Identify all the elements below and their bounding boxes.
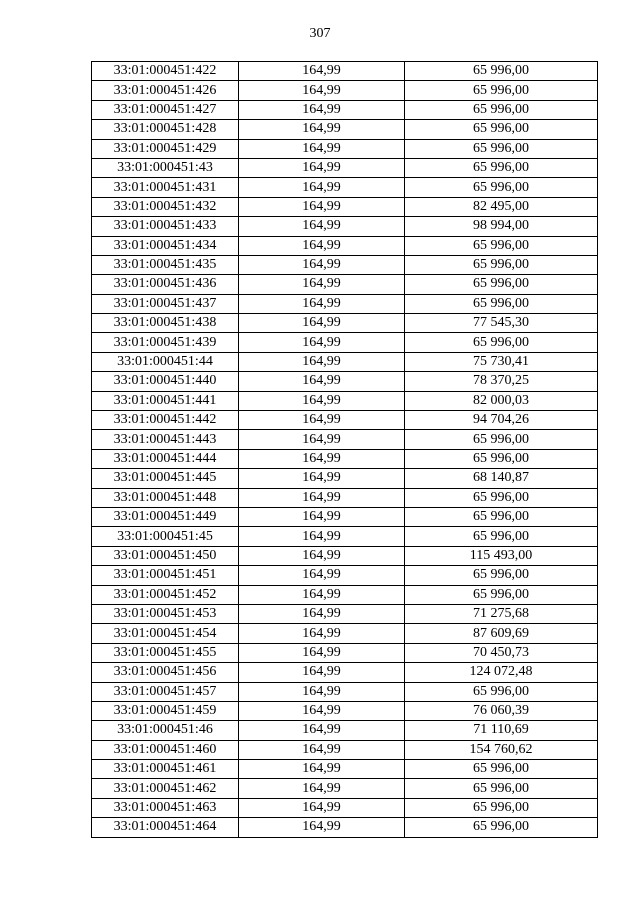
area-cell: 164,99 — [239, 818, 405, 837]
area-cell: 164,99 — [239, 197, 405, 216]
value-cell: 65 996,00 — [405, 430, 598, 449]
value-cell: 65 996,00 — [405, 682, 598, 701]
table-row — [92, 120, 598, 139]
value-cell: 65 996,00 — [405, 255, 598, 274]
value-cell: 65 996,00 — [405, 527, 598, 546]
cadastral-number-cell: 33:01:000451:451 — [92, 566, 239, 585]
value-cell: 65 996,00 — [405, 275, 598, 294]
table-row — [92, 566, 598, 585]
table-row — [92, 81, 598, 100]
value-cell: 65 996,00 — [405, 585, 598, 604]
table-row — [92, 372, 598, 391]
cadastral-number-cell: 33:01:000451:439 — [92, 333, 239, 352]
value-cell: 70 450,73 — [405, 643, 598, 662]
value-cell: 65 996,00 — [405, 158, 598, 177]
value-cell: 98 994,00 — [405, 217, 598, 236]
area-cell: 164,99 — [239, 255, 405, 274]
cadastral-number-cell: 33:01:000451:454 — [92, 624, 239, 643]
value-cell: 71 110,69 — [405, 721, 598, 740]
table-row — [92, 721, 598, 740]
area-cell: 164,99 — [239, 81, 405, 100]
cadastral-number-cell: 33:01:000451:44 — [92, 352, 239, 371]
value-cell: 65 996,00 — [405, 798, 598, 817]
area-cell: 164,99 — [239, 721, 405, 740]
cadastral-number-cell: 33:01:000451:455 — [92, 643, 239, 662]
cadastral-number-cell: 33:01:000451:452 — [92, 585, 239, 604]
value-cell: 65 996,00 — [405, 100, 598, 119]
area-cell: 164,99 — [239, 411, 405, 430]
area-cell: 164,99 — [239, 391, 405, 410]
area-cell: 164,99 — [239, 527, 405, 546]
table-row — [92, 275, 598, 294]
cadastral-number-cell: 33:01:000451:456 — [92, 663, 239, 682]
table-row — [92, 352, 598, 371]
area-cell: 164,99 — [239, 372, 405, 391]
value-cell: 82 495,00 — [405, 197, 598, 216]
area-cell: 164,99 — [239, 333, 405, 352]
table-body — [92, 62, 598, 838]
value-cell: 82 000,03 — [405, 391, 598, 410]
page-number: 307 — [309, 26, 331, 41]
table-row — [92, 411, 598, 430]
cadastral-number-cell: 33:01:000451:445 — [92, 469, 239, 488]
area-cell: 164,99 — [239, 352, 405, 371]
cadastral-number-cell: 33:01:000451:444 — [92, 449, 239, 468]
table-row — [92, 779, 598, 798]
table-row — [92, 139, 598, 158]
area-cell: 164,99 — [239, 294, 405, 313]
cadastral-number-cell: 33:01:000451:43 — [92, 158, 239, 177]
cadastral-number-cell: 33:01:000451:462 — [92, 779, 239, 798]
table-row — [92, 701, 598, 720]
area-cell: 164,99 — [239, 566, 405, 585]
table-row — [92, 682, 598, 701]
area-cell: 164,99 — [239, 430, 405, 449]
table-row — [92, 507, 598, 526]
cadastral-number-cell: 33:01:000451:441 — [92, 391, 239, 410]
table-row — [92, 62, 598, 81]
value-cell: 65 996,00 — [405, 139, 598, 158]
table-row — [92, 333, 598, 352]
area-cell: 164,99 — [239, 701, 405, 720]
table-row — [92, 255, 598, 274]
value-cell: 94 704,26 — [405, 411, 598, 430]
table-row — [92, 217, 598, 236]
data-table — [91, 61, 598, 838]
table-row — [92, 624, 598, 643]
cadastral-number-cell: 33:01:000451:426 — [92, 81, 239, 100]
cadastral-number-cell: 33:01:000451:464 — [92, 818, 239, 837]
area-cell: 164,99 — [239, 314, 405, 333]
table-row — [92, 488, 598, 507]
cadastral-number-cell: 33:01:000451:437 — [92, 294, 239, 313]
cadastral-number-cell: 33:01:000451:438 — [92, 314, 239, 333]
value-cell: 77 545,30 — [405, 314, 598, 333]
cadastral-number-cell: 33:01:000451:434 — [92, 236, 239, 255]
area-cell: 164,99 — [239, 682, 405, 701]
table-row — [92, 197, 598, 216]
value-cell: 65 996,00 — [405, 236, 598, 255]
area-cell: 164,99 — [239, 760, 405, 779]
table-row — [92, 527, 598, 546]
table-row — [92, 314, 598, 333]
table-row — [92, 469, 598, 488]
table-row — [92, 585, 598, 604]
cadastral-number-cell: 33:01:000451:435 — [92, 255, 239, 274]
cadastral-number-cell: 33:01:000451:45 — [92, 527, 239, 546]
table-row — [92, 663, 598, 682]
cadastral-number-cell: 33:01:000451:422 — [92, 62, 239, 81]
value-cell: 65 996,00 — [405, 488, 598, 507]
area-cell: 164,99 — [239, 217, 405, 236]
table-row — [92, 604, 598, 623]
value-cell: 65 996,00 — [405, 81, 598, 100]
area-cell: 164,99 — [239, 449, 405, 468]
cadastral-number-cell: 33:01:000451:431 — [92, 178, 239, 197]
value-cell: 68 140,87 — [405, 469, 598, 488]
area-cell: 164,99 — [239, 488, 405, 507]
cadastral-number-cell: 33:01:000451:443 — [92, 430, 239, 449]
value-cell: 65 996,00 — [405, 760, 598, 779]
area-cell: 164,99 — [239, 643, 405, 662]
cadastral-number-cell: 33:01:000451:436 — [92, 275, 239, 294]
value-cell: 71 275,68 — [405, 604, 598, 623]
table-row — [92, 430, 598, 449]
cadastral-number-cell: 33:01:000451:459 — [92, 701, 239, 720]
area-cell: 164,99 — [239, 62, 405, 81]
cadastral-number-cell: 33:01:000451:453 — [92, 604, 239, 623]
value-cell: 75 730,41 — [405, 352, 598, 371]
table-row — [92, 236, 598, 255]
area-cell: 164,99 — [239, 100, 405, 119]
table-row — [92, 158, 598, 177]
table-row — [92, 818, 598, 837]
value-cell: 65 996,00 — [405, 120, 598, 139]
cadastral-number-cell: 33:01:000451:457 — [92, 682, 239, 701]
area-cell: 164,99 — [239, 604, 405, 623]
value-cell: 76 060,39 — [405, 701, 598, 720]
value-cell: 65 996,00 — [405, 566, 598, 585]
cadastral-number-cell: 33:01:000451:448 — [92, 488, 239, 507]
area-cell: 164,99 — [239, 275, 405, 294]
table-row — [92, 449, 598, 468]
table-row — [92, 740, 598, 759]
cadastral-number-cell: 33:01:000451:449 — [92, 507, 239, 526]
value-cell: 65 996,00 — [405, 294, 598, 313]
area-cell: 164,99 — [239, 798, 405, 817]
cadastral-number-cell: 33:01:000451:46 — [92, 721, 239, 740]
area-cell: 164,99 — [239, 779, 405, 798]
value-cell: 65 996,00 — [405, 507, 598, 526]
value-cell: 87 609,69 — [405, 624, 598, 643]
table-row — [92, 546, 598, 565]
cadastral-number-cell: 33:01:000451:432 — [92, 197, 239, 216]
table-row — [92, 294, 598, 313]
value-cell: 78 370,25 — [405, 372, 598, 391]
value-cell: 65 996,00 — [405, 818, 598, 837]
table-row — [92, 100, 598, 119]
value-cell: 65 996,00 — [405, 449, 598, 468]
table-row — [92, 798, 598, 817]
cadastral-number-cell: 33:01:000451:442 — [92, 411, 239, 430]
cadastral-number-cell: 33:01:000451:428 — [92, 120, 239, 139]
area-cell: 164,99 — [239, 624, 405, 643]
area-cell: 164,99 — [239, 178, 405, 197]
table-row — [92, 391, 598, 410]
cadastral-number-cell: 33:01:000451:463 — [92, 798, 239, 817]
area-cell: 164,99 — [239, 469, 405, 488]
value-cell: 65 996,00 — [405, 779, 598, 798]
value-cell: 65 996,00 — [405, 178, 598, 197]
area-cell: 164,99 — [239, 236, 405, 255]
area-cell: 164,99 — [239, 585, 405, 604]
value-cell: 154 760,62 — [405, 740, 598, 759]
cadastral-number-cell: 33:01:000451:433 — [92, 217, 239, 236]
area-cell: 164,99 — [239, 740, 405, 759]
cadastral-number-cell: 33:01:000451:460 — [92, 740, 239, 759]
table-row — [92, 178, 598, 197]
cadastral-number-cell: 33:01:000451:440 — [92, 372, 239, 391]
table-row — [92, 643, 598, 662]
area-cell: 164,99 — [239, 663, 405, 682]
value-cell: 115 493,00 — [405, 546, 598, 565]
value-cell: 65 996,00 — [405, 62, 598, 81]
area-cell: 164,99 — [239, 158, 405, 177]
value-cell: 124 072,48 — [405, 663, 598, 682]
cadastral-number-cell: 33:01:000451:461 — [92, 760, 239, 779]
table-row — [92, 760, 598, 779]
cadastral-number-cell: 33:01:000451:429 — [92, 139, 239, 158]
area-cell: 164,99 — [239, 546, 405, 565]
cadastral-number-cell: 33:01:000451:450 — [92, 546, 239, 565]
area-cell: 164,99 — [239, 139, 405, 158]
area-cell: 164,99 — [239, 120, 405, 139]
value-cell: 65 996,00 — [405, 333, 598, 352]
cadastral-number-cell: 33:01:000451:427 — [92, 100, 239, 119]
area-cell: 164,99 — [239, 507, 405, 526]
